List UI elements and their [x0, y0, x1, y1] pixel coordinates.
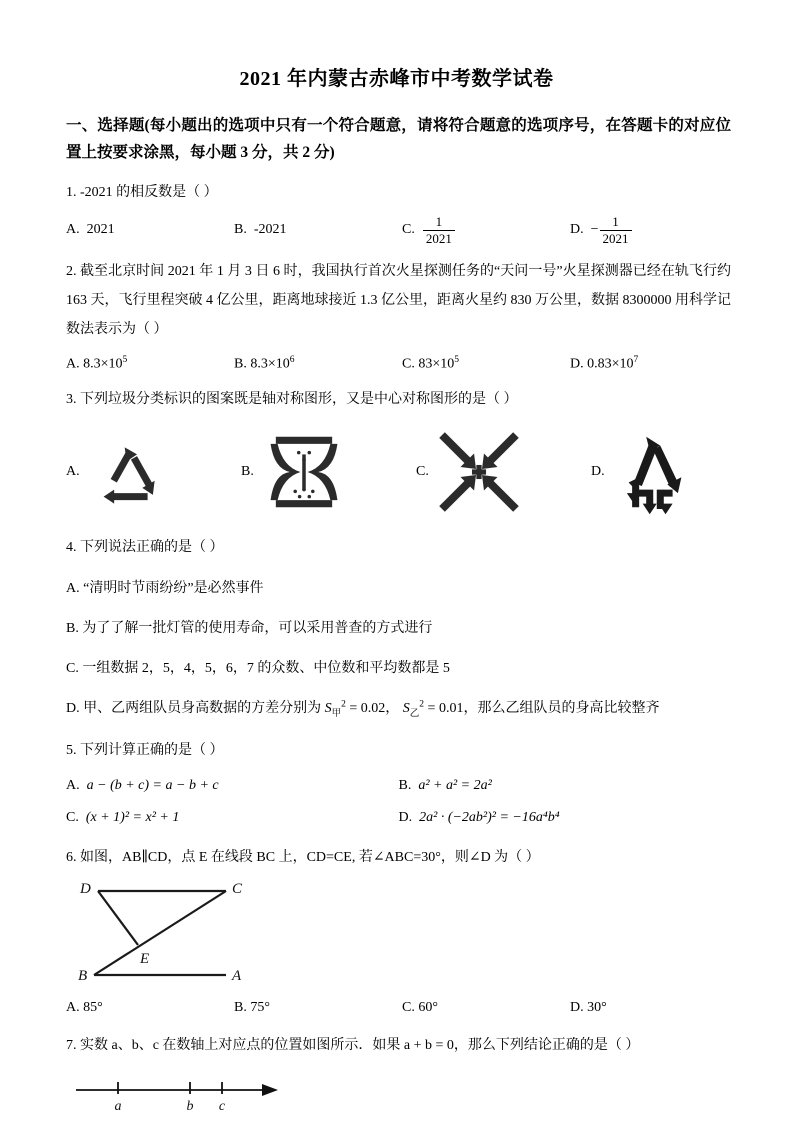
q1-option-d-fraction — [600, 215, 632, 247]
q3-option-c-label: C. — [416, 464, 429, 480]
q1-option-b-label: B. — [234, 222, 247, 238]
question-5-stem: 5. 下列计算正确的是（ ） — [66, 742, 224, 758]
q2-option-a-exponent: 5 — [122, 355, 128, 366]
q2-option-a-base: 8.3×10 — [83, 356, 123, 372]
q3-option-a-label: A. — [66, 464, 80, 480]
q6-option-b[interactable] — [234, 1000, 402, 1016]
q4-variance-yi-superscript: 2 — [419, 699, 425, 710]
question-5-options-row2 — [66, 810, 731, 826]
q2-option-a-label: A. — [66, 356, 80, 372]
q4-option-d[interactable]: D. 甲、乙两组队员身高数据的方差分别为 $S_甲^2 = 0.02$， $S_乙^2 = 0.01$，那么乙组队员的身高比较整齐 — [66, 699, 660, 720]
q7-tick-label-c: c — [218, 1098, 226, 1114]
q5-option-a[interactable] — [66, 778, 399, 794]
q4-variance-jia — [324, 699, 386, 720]
q2-option-d-base: 0.83×10 — [587, 356, 634, 372]
q4-variance-yi — [402, 699, 464, 720]
q5-option-d-expression: 2a² · (−2ab²)² = −16a⁴b⁴ — [419, 810, 560, 826]
page-content — [0, 113, 793, 1132]
q4-variance-jia-value: = 0.02 — [349, 701, 386, 717]
q6-option-a[interactable] — [66, 1000, 234, 1016]
q6-option-c-value: 60° — [418, 1000, 438, 1016]
q1-option-b-value: -2021 — [253, 222, 287, 238]
q1-option-c-numerator: 1 — [435, 213, 443, 229]
q1-option-c-denominator: 2021 — [423, 230, 455, 246]
question-6-stem: 6. 如图，AB∥CD，点 E 在线段 BC 上，CD=CE, 若∠ABC=30°，则∠D 为（ ） — [66, 850, 540, 866]
q2-option-b[interactable] — [234, 355, 402, 373]
q1-option-d-denominator: 2021 — [600, 230, 632, 246]
q5-option-c[interactable] — [66, 810, 399, 826]
question-2-stem: 2. 截至北京时间 2021 年 1 月 3 日 6 时，我国执行首次火星探测任务的“天问一号”火星探测器已经在轨飞行约 163 天，飞行里程突破 4 亿公里，距离地球接近 1.3 亿公里，距离火星约 830 万公里，数据 8300000 用科学记数法表示为（ ） — [66, 264, 731, 337]
q1-option-d-numerator: 1 — [612, 213, 619, 229]
q2-option-b-label: B. — [234, 356, 247, 372]
recycle-triangle-arrows-icon — [86, 426, 174, 518]
q2-option-c[interactable] — [402, 355, 570, 373]
q3-option-b[interactable] — [241, 426, 416, 518]
q5-option-c-label: C. — [66, 810, 79, 826]
q3-option-b-label: B. — [241, 464, 254, 480]
page-title: 2021 年内蒙古赤峰市中考数学试卷 — [239, 68, 554, 90]
q2-option-b-exponent: 6 — [289, 355, 295, 366]
q6-label-b: B — [78, 968, 88, 985]
q2-option-c-label: C. — [402, 356, 415, 372]
q6-option-d-label: D. — [570, 1000, 584, 1016]
q6-label-e: E — [140, 951, 150, 968]
four-inward-arrows-icon — [435, 426, 523, 518]
q1-option-c-fraction — [423, 215, 455, 247]
question-4-stem: 4. 下列说法正确的是（ ） — [66, 540, 224, 556]
q5-option-d[interactable] — [399, 810, 732, 826]
question-2-options — [66, 355, 731, 373]
q2-option-d-label: D. — [570, 356, 584, 372]
q3-option-c[interactable] — [416, 426, 591, 518]
q2-option-c-exponent: 5 — [454, 355, 459, 366]
q3-option-d[interactable] — [591, 426, 699, 518]
q1-option-c[interactable] — [402, 215, 570, 247]
q4-variance-jia-superscript: 2 — [341, 699, 346, 710]
q6-option-d[interactable] — [570, 1000, 607, 1016]
question-7-figure — [66, 1068, 731, 1132]
question-6-options — [66, 1000, 731, 1016]
q6-option-c-label: C. — [402, 1000, 415, 1016]
q4-option-a[interactable]: A. “清明时节雨纷纷”是必然事件 — [66, 580, 264, 596]
q6-option-c[interactable] — [402, 1000, 570, 1016]
q3-option-a[interactable] — [66, 426, 241, 518]
q5-option-a-label: A. — [66, 778, 80, 794]
q4-variance-jia-symbol: S — [324, 701, 332, 717]
q7-tick-label-b: b — [186, 1098, 194, 1114]
q4-option-b[interactable]: B. 为了了解一批灯管的使用寿命，可以采用普查的方式进行 — [66, 620, 433, 636]
q2-option-c-base: 83×10 — [418, 356, 455, 372]
q5-option-b-expression: a² + a² = 2a² — [418, 778, 492, 794]
q1-option-a-label: A. — [66, 222, 80, 238]
q5-option-c-expression: (x + 1)² = x² + 1 — [85, 810, 180, 826]
question-3-stem: 3. 下列垃圾分类标识的图案既是轴对称图形，又是中心对称图形的是（ ） — [66, 391, 518, 407]
q4-option-d-suffix: ，那么乙组队员的身高比较整齐 — [463, 701, 660, 717]
q1-option-b[interactable] — [234, 222, 402, 238]
q5-option-d-label: D. — [398, 810, 413, 826]
q5-option-a-expression: a − (b + c) = a − b + c — [86, 778, 219, 794]
q2-option-b-base: 8.3×10 — [250, 356, 290, 372]
q4-option-d-prefix: D. 甲、乙两组队员身高数据的方差分别为 — [66, 701, 322, 717]
q6-option-a-value: 85° — [83, 1000, 103, 1016]
question-6-figure — [66, 877, 731, 989]
q6-label-c: C — [232, 881, 243, 898]
q6-option-b-value: 75° — [250, 1000, 270, 1016]
hourglass-icon — [260, 426, 348, 518]
q1-option-a[interactable] — [66, 222, 234, 238]
question-3-options — [66, 423, 731, 521]
section-heading: 一、选择题(每小题出的选项中只有一个符合题意，请将符合题意的选项序号，在答题卡的对应位置上按要求涂黑，每小题 3 分，共 2 分) — [66, 117, 731, 161]
q6-option-b-label: B. — [234, 1000, 247, 1016]
q4-variance-yi-value: = 0.01 — [427, 701, 464, 717]
q2-option-a[interactable] — [66, 355, 234, 373]
q4-option-c[interactable]: C. 一组数据 2，5，4，5，6，7 的众数、中位数和平均数都是 5 — [66, 661, 450, 677]
q6-option-d-value: 30° — [587, 1000, 607, 1016]
q4-variance-jia-subscript: 甲 — [331, 709, 342, 720]
q3-option-d-label: D. — [591, 464, 605, 480]
q2-option-d[interactable] — [570, 355, 638, 373]
q6-option-a-label: A. — [66, 1000, 80, 1016]
question-7-stem: 7. 实数 a、b、c 在数轴上对应点的位置如图所示．如果 a + b = 0，那么下列结论正确的是（ ） — [66, 1038, 640, 1054]
q7-tick-label-a: a — [114, 1098, 122, 1114]
mobius-recycle-icon — [611, 426, 699, 518]
question-1-options — [66, 215, 731, 247]
q1-option-a-value: 2021 — [86, 222, 115, 238]
q5-option-b-label: B. — [398, 778, 412, 794]
q1-option-d-sign: − — [590, 222, 599, 238]
q1-option-d[interactable] — [570, 215, 633, 247]
q6-label-d: D — [80, 881, 91, 898]
q5-option-b[interactable] — [399, 778, 732, 794]
q2-option-d-exponent: 7 — [633, 355, 639, 366]
q6-label-a: A — [232, 968, 242, 985]
question-1-stem: 1. -2021 的相反数是（ ） — [66, 185, 218, 201]
q4-variance-yi-symbol: S — [402, 701, 410, 717]
q1-option-c-label: C. — [402, 222, 415, 238]
question-5-options-row1 — [66, 778, 731, 794]
q4-variance-yi-subscript: 乙 — [409, 709, 420, 720]
q1-option-d-label: D. — [570, 222, 584, 238]
